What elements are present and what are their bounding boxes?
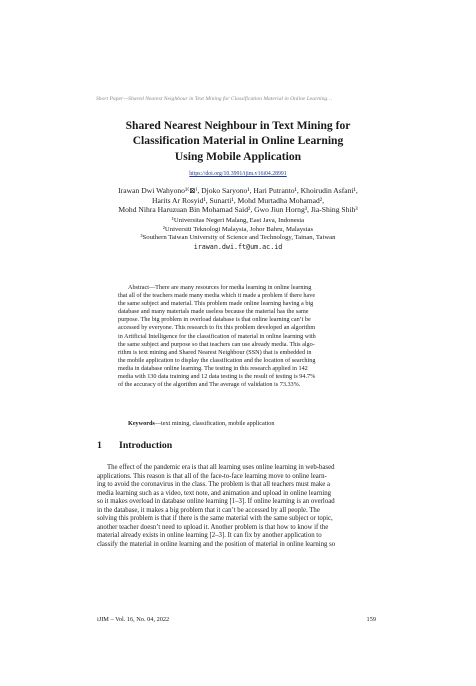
abstract-line: the same subject and purpose so that teachers can use already media. This algo- <box>118 340 315 348</box>
body-line: in the database, it makes a big problem that it can’t be accessed by all people. The <box>97 506 320 514</box>
abstract <box>118 284 358 389</box>
affiliation-line: ³Southern Taiwan University of Science and Technology, Tainan, Taiwan <box>140 234 336 242</box>
abstract-line: accessed by everyone. This research to fix this problem developed an algorithm <box>118 324 316 332</box>
doi-link[interactable]: https://doi.org/10.3991/ijim.v16i04.28991 <box>189 171 287 177</box>
body-line: solving this problem is that if there is the same material with the same subject or topic, <box>97 515 333 523</box>
section-title: Introduction <box>119 440 173 451</box>
footer-page-number: 159 <box>366 616 376 623</box>
body-text <box>97 464 379 549</box>
abstract-line: the same subject and material. This problem made online learning having a big <box>118 300 314 308</box>
abstract-line: purpose. The big problem in overload database is that online learning can’t be <box>118 316 311 324</box>
running-header: Short Paper—Shared Nearest Neighbour in Text Mining for Classification Material in Online Learning… <box>96 96 333 102</box>
body-line: ing to avoid the coronavirus in the class. The problem is that all teachers must make a <box>97 481 330 489</box>
keywords-label: Keywords <box>128 420 155 427</box>
abstract-line: media in database online learning. The testing in this research applied in 142 <box>118 364 308 372</box>
section-number: 1 <box>97 440 102 451</box>
title-line: Shared Nearest Neighbour in Text Mining for <box>125 119 351 132</box>
abstract-line: Abstract—There are many resources for media learning in online learning <box>128 284 312 291</box>
abstract-line: media with 130 data training and 12 data testing is the result of testing is 94.7% <box>118 373 316 381</box>
body-line: classify the material in online learning and the position of material in online learning so <box>97 540 336 548</box>
keywords <box>118 420 358 427</box>
body-line: so it makes overload in database online learning [1–3]. If online learning is an overload <box>97 498 335 506</box>
author-email[interactable]: irawan.dwi.ft@um.ac.id <box>193 243 283 252</box>
section-heading <box>97 440 172 451</box>
abstract-line: rithm is text mining and Shared Nearest Neighbour (SSN) that is embedded in <box>118 348 312 356</box>
title-line: Classification Material in Online Learning <box>132 134 344 148</box>
body-line: media learning such as a video, text note, and animation and upload in online learning <box>97 489 332 497</box>
author-line: Harits Ar Rosyid¹, Sunarti¹, Mohd Murtadha Mohamad², <box>152 195 324 205</box>
abstract-line: that all of the teachers made many media which it made a problem if there have <box>118 292 316 300</box>
abstract-line: database and many materials made useless because the material has the same <box>118 308 309 316</box>
body-line: applications. This reason is that all of the face-to-face learning move to online learn- <box>97 472 327 480</box>
author-line: Mohd Nihra Haruzuan Bin Mohamad Said², Gwo Jiun Horng³, Jia-Shing Shih³ <box>118 205 358 215</box>
keywords-text: —text mining, classification, mobile application <box>154 420 275 427</box>
affiliations <box>20 217 456 252</box>
affiliation-line: ¹Universitas Negeri Malang, East Java, Indonesia <box>171 217 305 224</box>
title-line: Using Mobile Application <box>174 149 302 163</box>
abstract-line: of the accuracy of the algorithm and The average of validation is 73.33%. <box>118 381 301 389</box>
body-line: another teacher doesn’t need to upload it. Another problem is that how to know if the <box>97 523 329 531</box>
author-line: Irawan Dwi Wahyono¹⁽⊠⁾, Djoko Saryono¹, Hari Putranto¹, Khoirudin Asfani¹, <box>118 186 358 195</box>
affiliation-line: ²Universiti Teknologi Malaysia, Johor Bahru, Malaysias <box>162 225 314 233</box>
abstract-line: in Artificial Intelligence for the classification of material in online learning with <box>118 332 316 340</box>
footer-journal: iJIM – Vol. 16, No. 04, 2022 <box>97 616 170 623</box>
body-line: The effect of the pandemic era is that all learning uses online learning in web-based <box>107 464 335 471</box>
body-line: material already exists in online learning [2–3]. It can fix by another application to <box>97 532 322 540</box>
author-list <box>20 186 456 215</box>
abstract-line: the mobile application to display the classification and the location of searching <box>118 356 316 364</box>
paper-title <box>60 118 416 164</box>
